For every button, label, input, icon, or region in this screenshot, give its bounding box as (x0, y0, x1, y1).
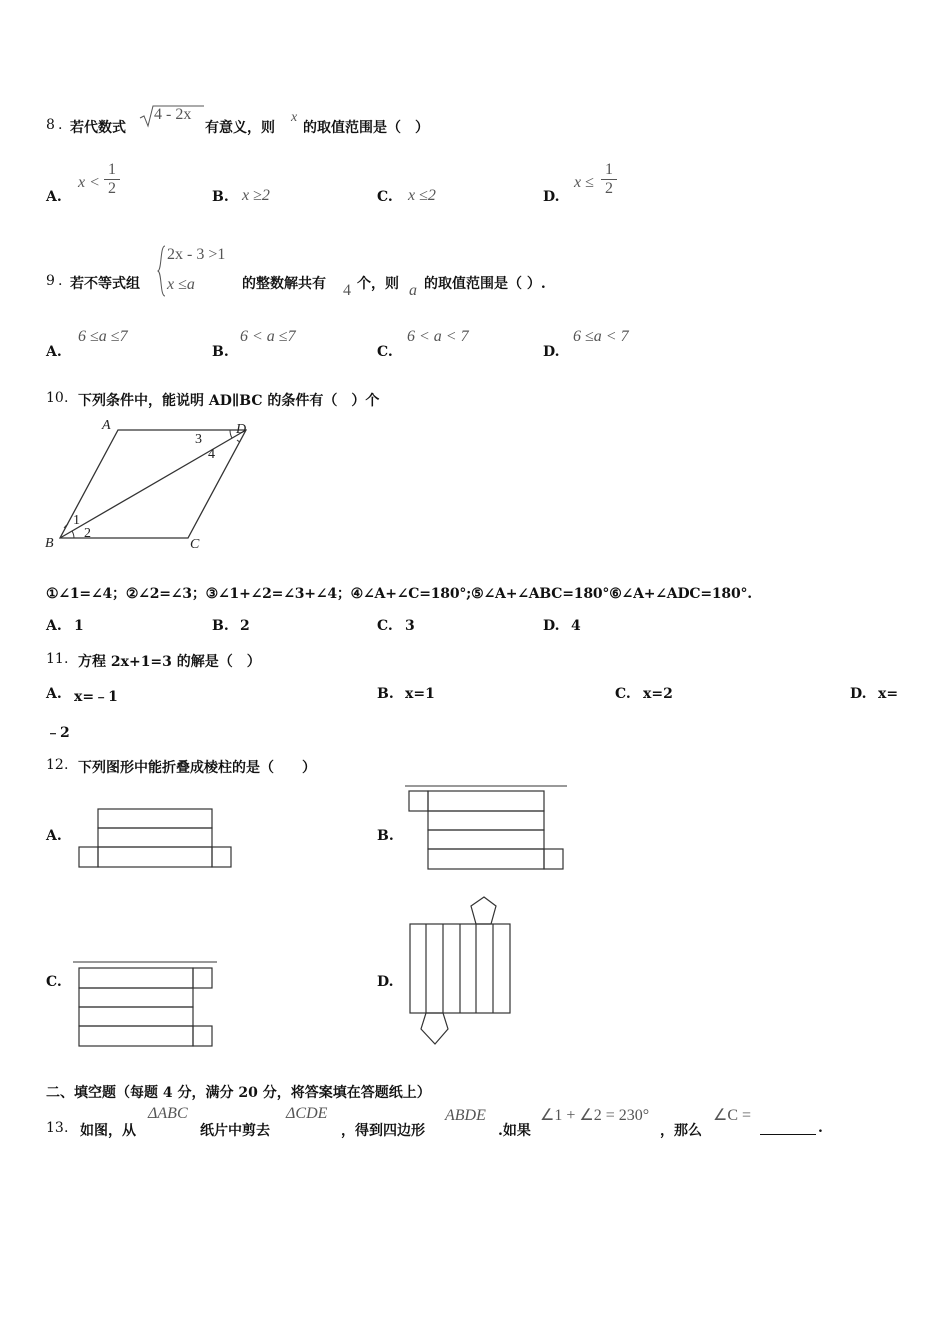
q12-number: 12 (46, 757, 64, 773)
q11-dot: . (64, 651, 69, 667)
q11-opt-b-val: x=1 (405, 686, 435, 702)
q10-parallelogram-figure (40, 416, 260, 554)
q13-quad-abde: ABDE (445, 1107, 486, 1124)
q9-dot: . (58, 273, 63, 289)
q8-opt-d-den: 2 (601, 179, 617, 198)
q10-opt-b-val: 2 (240, 618, 250, 634)
q8-opt-a-label: A. (46, 189, 62, 205)
q13-triangle-cde: ΔCDE (286, 1105, 328, 1122)
q10-angle-1: 1 (73, 513, 80, 528)
q10-opt-d-val: 4 (571, 618, 581, 634)
q8-var: x (291, 110, 298, 125)
q10-dot: . (64, 390, 69, 406)
q11-number: 11 (46, 651, 64, 667)
q11-opt-a-val: x=﹣1 (74, 689, 118, 705)
q13-dot: . (64, 1120, 69, 1136)
q12-opt-c-label: C. (46, 974, 62, 990)
q9-opt-a-expr: 6 ≤a ≤7 (78, 328, 128, 345)
q13-end: . (818, 1120, 823, 1136)
q9-opt-c-expr: 6 < a < 7 (407, 328, 469, 345)
q11-opt-d-label: D. (850, 686, 867, 702)
q9-number: 9 (46, 273, 55, 289)
q10-angle-4: 4 (208, 447, 215, 462)
q8-opt-b-expr: x ≥2 (242, 187, 270, 204)
q8-text-a: 若代数式 (70, 120, 126, 136)
q12-opt-b-label: B. (377, 828, 394, 844)
q10-text: 下列条件中，能说明 AD∥BC 的条件有（ ）个 (78, 393, 380, 409)
q11-opt-d-val: x= (878, 686, 899, 702)
q9-text-a: 若不等式组 (70, 276, 140, 292)
q10-vertex-a: A (102, 418, 111, 433)
q8-opt-c-expr: x ≤2 (408, 187, 436, 204)
q8-dot: . (58, 117, 63, 133)
q8-number: 8 (46, 117, 55, 133)
q12-opt-d-label: D. (377, 974, 394, 990)
q9-system-line1: 2x - 3 >1 (167, 246, 226, 263)
q8-opt-a-lhs: x < (78, 174, 100, 191)
q8-opt-c-label: C. (377, 189, 393, 205)
q12-opt-d-net (404, 895, 516, 1047)
q10-vertex-d: D (236, 422, 247, 437)
q8-opt-a-den: 2 (104, 179, 120, 198)
q10-opt-a-label: A. (46, 618, 62, 634)
q8-opt-d-num: 1 (605, 161, 613, 178)
section-2-heading: 二、填空题（每题 4 分，满分 20 分，将答案填在答题纸上） (46, 1085, 431, 1101)
q8-opt-d-fraction (601, 161, 617, 198)
q10-opt-c-val: 3 (405, 618, 415, 634)
q12-opt-c-net (72, 960, 220, 1050)
q10-conditions: ①∠1=∠4；②∠2=∠3；③∠1+∠2=∠3+∠4；④∠A+∠C=180°;⑤∠A+∠ABC=180°⑥∠A+∠ADC=180°. (46, 586, 752, 602)
q9-text-d: 的取值范围是（ ）. (424, 276, 546, 292)
q9-system-brace (157, 245, 167, 297)
q9-opt-c-label: C. (377, 344, 393, 360)
q9-system-line2: x ≤a (167, 276, 195, 293)
q13-ask: ∠C = (713, 1107, 752, 1124)
q8-radicand: 4 - 2x (154, 106, 192, 123)
q13-text-e: ，那么 (660, 1123, 702, 1139)
q9-text-b: 的整数解共有 (242, 276, 326, 292)
q8-opt-a-num: 1 (108, 161, 116, 178)
q9-text-c: 个，则 (357, 276, 399, 292)
q9-count: 4 (343, 282, 351, 299)
q8-text-b: 有意义，则 (205, 120, 275, 136)
q12-text: 下列图形中能折叠成棱柱的是（ ） (78, 760, 316, 776)
q13-answer-blank[interactable] (760, 1134, 816, 1135)
q12-opt-b-net (404, 784, 570, 872)
q9-var: a (409, 282, 417, 299)
q11-opt-a-label: A. (46, 686, 62, 702)
q11-opt-c-val: x=2 (643, 686, 673, 702)
q8-opt-d-lhs: x ≤ (574, 174, 594, 191)
q13-text-c: ，得到四边形 (341, 1123, 425, 1139)
q13-text-d: .如果 (498, 1123, 531, 1139)
q11-opt-d-wrap: ﹣2 (46, 725, 70, 741)
q12-opt-a-label: A. (46, 828, 62, 844)
q9-opt-d-expr: 6 ≤a < 7 (573, 328, 629, 345)
q10-opt-c-label: C. (377, 618, 393, 634)
q11-opt-b-label: B. (377, 686, 394, 702)
q10-angle-3: 3 (195, 432, 202, 447)
q13-text-a: 如图，从 (80, 1123, 136, 1139)
q10-vertex-c: C (190, 537, 200, 552)
q10-opt-a-val: 1 (74, 618, 84, 634)
q11-opt-c-label: C. (615, 686, 631, 702)
q8-opt-d-label: D. (543, 189, 560, 205)
q12-dot: . (64, 757, 69, 773)
q13-number: 13 (46, 1120, 64, 1136)
q13-triangle-abc: ΔABC (148, 1105, 188, 1122)
q13-angle-condition: ∠1 + ∠2 = 230° (540, 1107, 650, 1124)
q8-opt-a-fraction (104, 161, 120, 198)
q13-text-b: 纸片中剪去 (200, 1123, 270, 1139)
q10-opt-d-label: D. (543, 618, 560, 634)
q9-opt-a-label: A. (46, 344, 62, 360)
q10-vertex-b: B (45, 536, 54, 551)
q10-angle-2: 2 (84, 526, 91, 541)
q10-number: 10 (46, 390, 64, 406)
q8-opt-b-label: B. (212, 189, 229, 205)
q12-opt-a-net (78, 806, 234, 870)
q9-opt-d-label: D. (543, 344, 560, 360)
q11-text: 方程 2x+1=3 的解是（ ） (78, 654, 261, 670)
q10-opt-b-label: B. (212, 618, 229, 634)
q9-opt-b-expr: 6 < a ≤7 (240, 328, 296, 345)
q9-opt-b-label: B. (212, 344, 229, 360)
q8-text-c: 的取值范围是（ ） (303, 120, 429, 136)
